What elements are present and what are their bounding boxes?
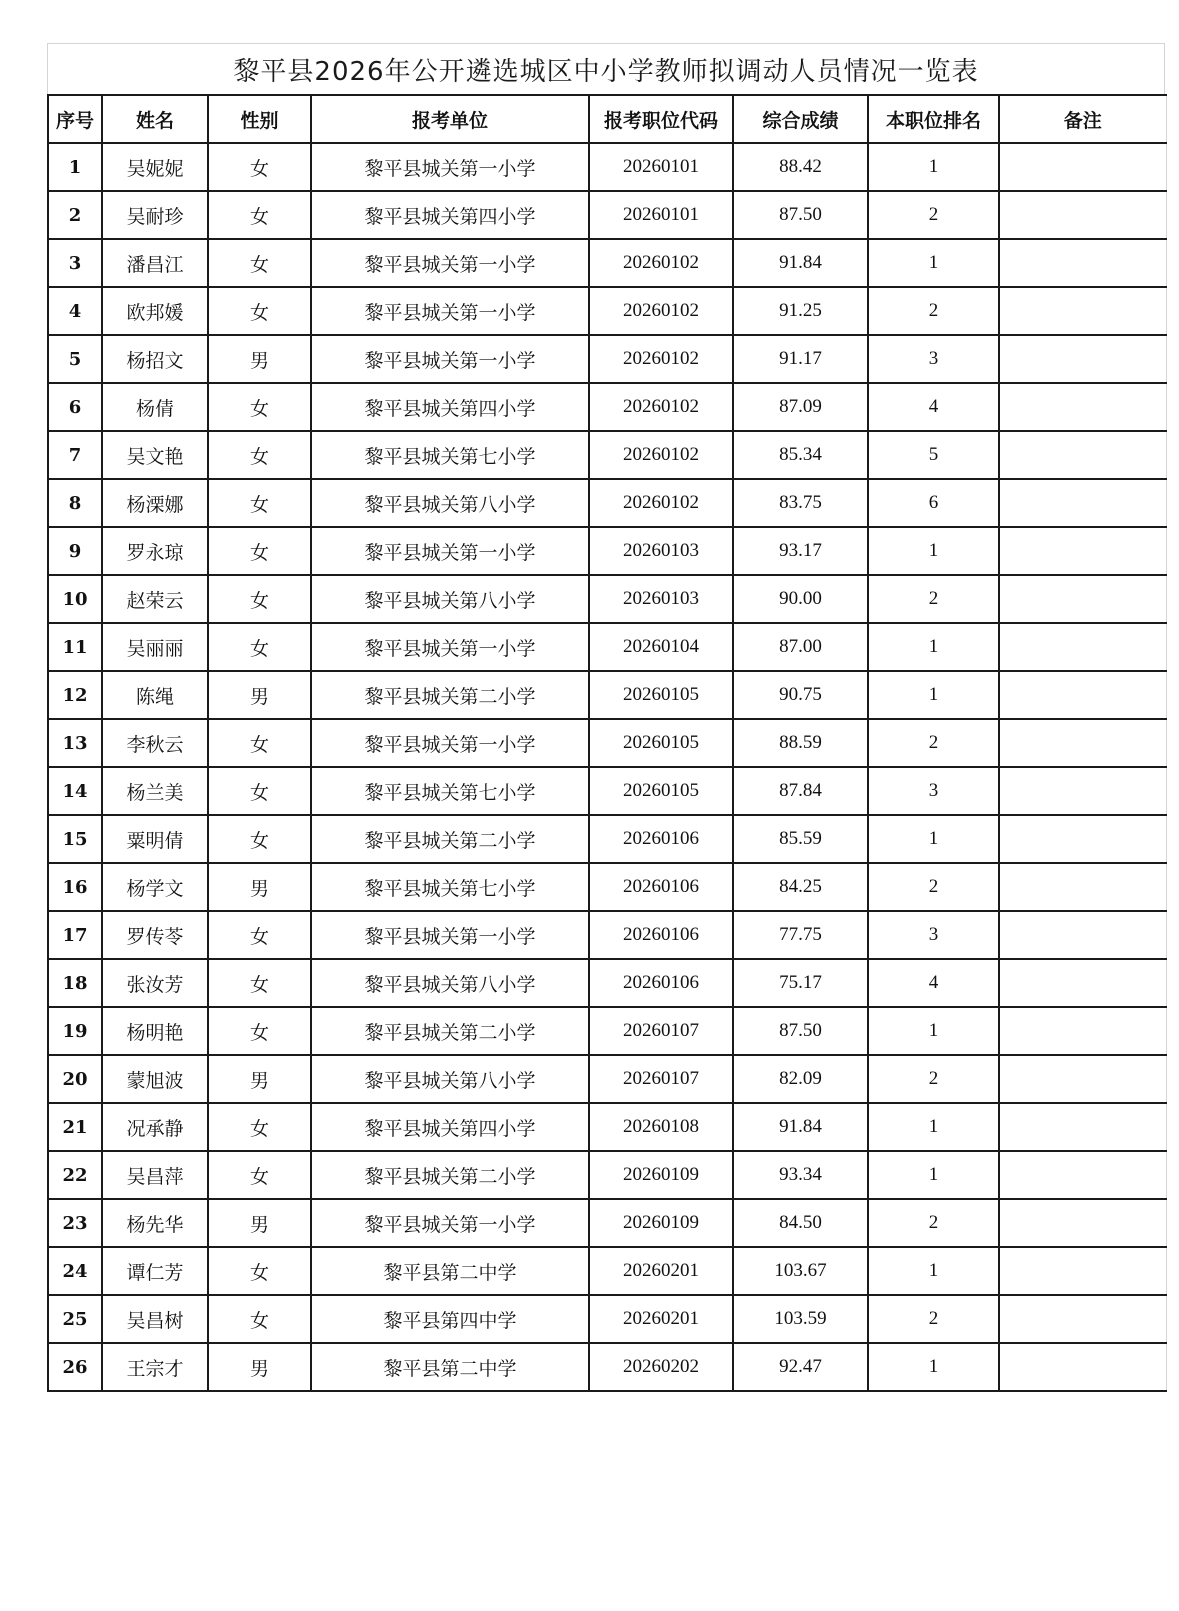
cell-score[interactable]: 91.84 <box>733 239 868 287</box>
cell-remark[interactable] <box>999 863 1166 911</box>
cell-rank[interactable]: 2 <box>868 1055 999 1103</box>
cell-rank[interactable]: 1 <box>868 1343 999 1391</box>
cell-name[interactable]: 况承静 <box>102 1103 208 1151</box>
cell-gender[interactable]: 女 <box>208 239 311 287</box>
cell-score[interactable]: 82.09 <box>733 1055 868 1103</box>
cell-position-code[interactable]: 20260102 <box>589 479 733 527</box>
cell-gender[interactable]: 男 <box>208 1199 311 1247</box>
cell-seq[interactable]: 7 <box>48 431 102 479</box>
cell-score[interactable]: 91.25 <box>733 287 868 335</box>
cell-seq[interactable]: 21 <box>48 1103 102 1151</box>
cell-unit[interactable]: 黎平县城关第八小学 <box>311 479 589 527</box>
cell-seq[interactable]: 25 <box>48 1295 102 1343</box>
cell-unit[interactable]: 黎平县城关第一小学 <box>311 1199 589 1247</box>
cell-unit[interactable]: 黎平县第二中学 <box>311 1343 589 1391</box>
cell-unit[interactable]: 黎平县城关第一小学 <box>311 143 589 191</box>
cell-position-code[interactable]: 20260102 <box>589 383 733 431</box>
table-row <box>48 575 1166 623</box>
cell-remark[interactable] <box>999 911 1166 959</box>
table-row <box>48 335 1166 383</box>
cell-score[interactable]: 92.47 <box>733 1343 868 1391</box>
cell-remark[interactable] <box>999 815 1166 863</box>
cell-position-code[interactable]: 20260102 <box>589 335 733 383</box>
header-name[interactable]: 姓名 <box>102 95 208 143</box>
cell-seq[interactable]: 24 <box>48 1247 102 1295</box>
cell-remark[interactable] <box>999 479 1166 527</box>
cell-seq[interactable]: 5 <box>48 335 102 383</box>
cell-rank[interactable]: 3 <box>868 911 999 959</box>
cell-position-code[interactable]: 20260107 <box>589 1007 733 1055</box>
cell-name[interactable]: 杨招文 <box>102 335 208 383</box>
cell-seq[interactable]: 16 <box>48 863 102 911</box>
cell-remark[interactable] <box>999 1247 1166 1295</box>
cell-unit[interactable]: 黎平县城关第四小学 <box>311 383 589 431</box>
cell-unit[interactable]: 黎平县城关第一小学 <box>311 719 589 767</box>
cell-unit[interactable]: 黎平县城关第一小学 <box>311 623 589 671</box>
cell-remark[interactable] <box>999 719 1166 767</box>
cell-rank[interactable]: 2 <box>868 1199 999 1247</box>
header-position-code[interactable]: 报考职位代码 <box>589 95 733 143</box>
cell-seq[interactable]: 8 <box>48 479 102 527</box>
cell-gender[interactable]: 女 <box>208 959 311 1007</box>
cell-position-code[interactable]: 20260109 <box>589 1151 733 1199</box>
cell-rank[interactable]: 4 <box>868 959 999 1007</box>
table-row <box>48 1247 1166 1295</box>
cell-gender[interactable]: 男 <box>208 671 311 719</box>
cell-name[interactable]: 李秋云 <box>102 719 208 767</box>
spreadsheet <box>47 43 1165 1392</box>
cell-gender[interactable]: 女 <box>208 623 311 671</box>
cell-unit[interactable]: 黎平县城关第八小学 <box>311 575 589 623</box>
header-seq[interactable]: 序号 <box>48 95 102 143</box>
cell-score[interactable]: 85.59 <box>733 815 868 863</box>
cell-gender[interactable]: 女 <box>208 383 311 431</box>
table-row <box>48 1151 1166 1199</box>
cell-rank[interactable]: 1 <box>868 1007 999 1055</box>
cell-score[interactable]: 87.50 <box>733 1007 868 1055</box>
cell-score[interactable]: 77.75 <box>733 911 868 959</box>
cell-gender[interactable]: 男 <box>208 863 311 911</box>
cell-position-code[interactable]: 20260102 <box>589 287 733 335</box>
cell-gender[interactable]: 女 <box>208 143 311 191</box>
cell-name[interactable]: 杨溧娜 <box>102 479 208 527</box>
cell-position-code[interactable]: 20260201 <box>589 1295 733 1343</box>
table-row <box>48 767 1166 815</box>
cell-seq[interactable]: 18 <box>48 959 102 1007</box>
cell-gender[interactable]: 女 <box>208 191 311 239</box>
cell-rank[interactable]: 2 <box>868 1295 999 1343</box>
table-row <box>48 287 1166 335</box>
cell-name[interactable]: 蒙旭波 <box>102 1055 208 1103</box>
cell-rank[interactable]: 1 <box>868 671 999 719</box>
cell-unit[interactable]: 黎平县第二中学 <box>311 1247 589 1295</box>
cell-rank[interactable]: 1 <box>868 1247 999 1295</box>
header-rank[interactable]: 本职位排名 <box>868 95 999 143</box>
cell-score[interactable]: 84.25 <box>733 863 868 911</box>
cell-score[interactable]: 103.67 <box>733 1247 868 1295</box>
cell-name[interactable]: 欧邦媛 <box>102 287 208 335</box>
cell-rank[interactable]: 1 <box>868 1103 999 1151</box>
cell-gender[interactable]: 女 <box>208 815 311 863</box>
cell-unit[interactable]: 黎平县城关第四小学 <box>311 1103 589 1151</box>
header-score[interactable]: 综合成绩 <box>733 95 868 143</box>
cell-unit[interactable]: 黎平县城关第七小学 <box>311 863 589 911</box>
cell-rank[interactable]: 1 <box>868 623 999 671</box>
cell-seq[interactable]: 19 <box>48 1007 102 1055</box>
table-row <box>48 959 1166 1007</box>
cell-seq[interactable]: 6 <box>48 383 102 431</box>
cell-position-code[interactable]: 20260103 <box>589 527 733 575</box>
cell-remark[interactable] <box>999 623 1166 671</box>
cell-position-code[interactable]: 20260106 <box>589 815 733 863</box>
cell-name[interactable]: 杨兰美 <box>102 767 208 815</box>
cell-unit[interactable]: 黎平县城关第二小学 <box>311 1007 589 1055</box>
cell-rank[interactable]: 4 <box>868 383 999 431</box>
cell-gender[interactable]: 男 <box>208 335 311 383</box>
personnel-table <box>47 94 1167 1392</box>
cell-gender[interactable]: 女 <box>208 479 311 527</box>
cell-rank[interactable]: 2 <box>868 863 999 911</box>
cell-score[interactable]: 75.17 <box>733 959 868 1007</box>
cell-score[interactable]: 91.84 <box>733 1103 868 1151</box>
cell-remark[interactable] <box>999 959 1166 1007</box>
table-title: 黎平县2026年公开遴选城区中小学教师拟调动人员情况一览表 <box>233 56 979 87</box>
cell-remark[interactable] <box>999 239 1166 287</box>
cell-remark[interactable] <box>999 1151 1166 1199</box>
table-row <box>48 479 1166 527</box>
cell-rank[interactable]: 2 <box>868 287 999 335</box>
table-row <box>48 815 1166 863</box>
cell-unit[interactable]: 黎平县城关第一小学 <box>311 239 589 287</box>
cell-name[interactable]: 粟明倩 <box>102 815 208 863</box>
table-row <box>48 239 1166 287</box>
cell-name[interactable]: 杨学文 <box>102 863 208 911</box>
cell-rank[interactable]: 1 <box>868 143 999 191</box>
cell-rank[interactable]: 1 <box>868 239 999 287</box>
cell-remark[interactable] <box>999 1295 1166 1343</box>
cell-seq[interactable]: 4 <box>48 287 102 335</box>
cell-score[interactable]: 87.00 <box>733 623 868 671</box>
cell-remark[interactable] <box>999 383 1166 431</box>
cell-score[interactable]: 91.17 <box>733 335 868 383</box>
cell-score[interactable]: 90.00 <box>733 575 868 623</box>
cell-name[interactable]: 潘昌江 <box>102 239 208 287</box>
cell-gender[interactable]: 女 <box>208 287 311 335</box>
cell-name[interactable]: 陈绳 <box>102 671 208 719</box>
cell-remark[interactable] <box>999 1343 1166 1391</box>
cell-gender[interactable]: 女 <box>208 1007 311 1055</box>
cell-seq[interactable]: 22 <box>48 1151 102 1199</box>
cell-seq[interactable]: 12 <box>48 671 102 719</box>
cell-name[interactable]: 吴昌萍 <box>102 1151 208 1199</box>
cell-gender[interactable]: 女 <box>208 1151 311 1199</box>
cell-seq[interactable]: 1 <box>48 143 102 191</box>
cell-gender[interactable]: 女 <box>208 431 311 479</box>
cell-seq[interactable]: 23 <box>48 1199 102 1247</box>
cell-position-code[interactable]: 20260105 <box>589 719 733 767</box>
cell-score[interactable]: 84.50 <box>733 1199 868 1247</box>
cell-score[interactable]: 83.75 <box>733 479 868 527</box>
cell-position-code[interactable]: 20260101 <box>589 191 733 239</box>
cell-remark[interactable] <box>999 1055 1166 1103</box>
cell-position-code[interactable]: 20260103 <box>589 575 733 623</box>
header-row <box>48 95 1166 143</box>
table-row <box>48 671 1166 719</box>
table-row <box>48 911 1166 959</box>
cell-position-code[interactable]: 20260106 <box>589 911 733 959</box>
cell-unit[interactable]: 黎平县第四中学 <box>311 1295 589 1343</box>
cell-name[interactable]: 杨倩 <box>102 383 208 431</box>
table-row <box>48 1007 1166 1055</box>
table-body <box>48 143 1166 1391</box>
cell-score[interactable]: 87.84 <box>733 767 868 815</box>
cell-score[interactable]: 93.34 <box>733 1151 868 1199</box>
cell-unit[interactable]: 黎平县城关第七小学 <box>311 767 589 815</box>
cell-position-code[interactable]: 20260106 <box>589 863 733 911</box>
cell-seq[interactable]: 9 <box>48 527 102 575</box>
cell-seq[interactable]: 17 <box>48 911 102 959</box>
cell-gender[interactable]: 女 <box>208 1103 311 1151</box>
cell-position-code[interactable]: 20260102 <box>589 431 733 479</box>
cell-rank[interactable]: 5 <box>868 431 999 479</box>
cell-position-code[interactable]: 20260101 <box>589 143 733 191</box>
table-row <box>48 623 1166 671</box>
cell-seq[interactable]: 10 <box>48 575 102 623</box>
cell-rank[interactable]: 6 <box>868 479 999 527</box>
cell-seq[interactable]: 15 <box>48 815 102 863</box>
cell-name[interactable]: 罗永琼 <box>102 527 208 575</box>
cell-remark[interactable] <box>999 1199 1166 1247</box>
cell-position-code[interactable]: 20260106 <box>589 959 733 1007</box>
cell-unit[interactable]: 黎平县城关第八小学 <box>311 959 589 1007</box>
table-row <box>48 143 1166 191</box>
cell-gender[interactable]: 女 <box>208 1247 311 1295</box>
cell-rank[interactable]: 2 <box>868 575 999 623</box>
cell-name[interactable]: 吴耐珍 <box>102 191 208 239</box>
cell-rank[interactable]: 3 <box>868 767 999 815</box>
table-row <box>48 1055 1166 1103</box>
cell-remark[interactable] <box>999 1103 1166 1151</box>
cell-gender[interactable]: 男 <box>208 1343 311 1391</box>
cell-position-code[interactable]: 20260108 <box>589 1103 733 1151</box>
table-row <box>48 191 1166 239</box>
table-row <box>48 1103 1166 1151</box>
cell-gender[interactable]: 女 <box>208 767 311 815</box>
cell-seq[interactable]: 26 <box>48 1343 102 1391</box>
cell-gender[interactable]: 女 <box>208 911 311 959</box>
cell-rank[interactable]: 1 <box>868 815 999 863</box>
cell-seq[interactable]: 11 <box>48 623 102 671</box>
cell-rank[interactable]: 1 <box>868 527 999 575</box>
cell-rank[interactable]: 2 <box>868 191 999 239</box>
cell-position-code[interactable]: 20260202 <box>589 1343 733 1391</box>
cell-remark[interactable] <box>999 1007 1166 1055</box>
table-row <box>48 431 1166 479</box>
cell-gender[interactable]: 女 <box>208 527 311 575</box>
cell-unit[interactable]: 黎平县城关第二小学 <box>311 815 589 863</box>
cell-unit[interactable]: 黎平县城关第一小学 <box>311 527 589 575</box>
cell-seq[interactable]: 13 <box>48 719 102 767</box>
cell-seq[interactable]: 14 <box>48 767 102 815</box>
cell-position-code[interactable]: 20260109 <box>589 1199 733 1247</box>
cell-unit[interactable]: 黎平县城关第七小学 <box>311 431 589 479</box>
cell-remark[interactable] <box>999 335 1166 383</box>
cell-name[interactable]: 赵荣云 <box>102 575 208 623</box>
cell-remark[interactable] <box>999 575 1166 623</box>
cell-score[interactable]: 88.59 <box>733 719 868 767</box>
cell-name[interactable]: 吴丽丽 <box>102 623 208 671</box>
cell-name[interactable]: 王宗才 <box>102 1343 208 1391</box>
cell-remark[interactable] <box>999 431 1166 479</box>
header-unit[interactable]: 报考单位 <box>311 95 589 143</box>
table-row <box>48 383 1166 431</box>
cell-unit[interactable]: 黎平县城关第四小学 <box>311 191 589 239</box>
cell-unit[interactable]: 黎平县城关第八小学 <box>311 1055 589 1103</box>
cell-name[interactable]: 吴妮妮 <box>102 143 208 191</box>
cell-seq[interactable]: 20 <box>48 1055 102 1103</box>
cell-rank[interactable]: 3 <box>868 335 999 383</box>
table-row <box>48 719 1166 767</box>
cell-name[interactable]: 杨先华 <box>102 1199 208 1247</box>
cell-score[interactable]: 88.42 <box>733 143 868 191</box>
cell-unit[interactable]: 黎平县城关第一小学 <box>311 287 589 335</box>
cell-position-code[interactable]: 20260107 <box>589 1055 733 1103</box>
cell-unit[interactable]: 黎平县城关第一小学 <box>311 335 589 383</box>
table-title-cell[interactable] <box>47 43 1165 94</box>
cell-gender[interactable]: 男 <box>208 1055 311 1103</box>
cell-position-code[interactable]: 20260104 <box>589 623 733 671</box>
cell-name[interactable]: 吴文艳 <box>102 431 208 479</box>
cell-rank[interactable]: 2 <box>868 719 999 767</box>
cell-name[interactable]: 张汝芳 <box>102 959 208 1007</box>
cell-score[interactable]: 93.17 <box>733 527 868 575</box>
cell-position-code[interactable]: 20260105 <box>589 767 733 815</box>
cell-unit[interactable]: 黎平县城关第一小学 <box>311 911 589 959</box>
cell-name[interactable]: 吴昌树 <box>102 1295 208 1343</box>
cell-name[interactable]: 杨明艳 <box>102 1007 208 1055</box>
cell-score[interactable]: 87.50 <box>733 191 868 239</box>
header-remark[interactable]: 备注 <box>999 95 1166 143</box>
table-row <box>48 1199 1166 1247</box>
table-row <box>48 863 1166 911</box>
cell-unit[interactable]: 黎平县城关第二小学 <box>311 671 589 719</box>
cell-gender[interactable]: 女 <box>208 575 311 623</box>
cell-position-code[interactable]: 20260105 <box>589 671 733 719</box>
cell-remark[interactable] <box>999 143 1166 191</box>
cell-position-code[interactable]: 20260102 <box>589 239 733 287</box>
cell-score[interactable]: 85.34 <box>733 431 868 479</box>
table-row <box>48 1295 1166 1343</box>
cell-gender[interactable]: 女 <box>208 1295 311 1343</box>
cell-seq[interactable]: 3 <box>48 239 102 287</box>
cell-remark[interactable] <box>999 191 1166 239</box>
cell-position-code[interactable]: 20260201 <box>589 1247 733 1295</box>
cell-remark[interactable] <box>999 671 1166 719</box>
table-row <box>48 1343 1166 1391</box>
cell-score[interactable]: 103.59 <box>733 1295 868 1343</box>
cell-remark[interactable] <box>999 527 1166 575</box>
cell-name[interactable]: 谭仁芳 <box>102 1247 208 1295</box>
cell-score[interactable]: 87.09 <box>733 383 868 431</box>
cell-name[interactable]: 罗传苓 <box>102 911 208 959</box>
cell-score[interactable]: 90.75 <box>733 671 868 719</box>
cell-gender[interactable]: 女 <box>208 719 311 767</box>
cell-rank[interactable]: 1 <box>868 1151 999 1199</box>
header-gender[interactable]: 性别 <box>208 95 311 143</box>
cell-unit[interactable]: 黎平县城关第二小学 <box>311 1151 589 1199</box>
cell-remark[interactable] <box>999 767 1166 815</box>
table-row <box>48 527 1166 575</box>
cell-remark[interactable] <box>999 287 1166 335</box>
cell-seq[interactable]: 2 <box>48 191 102 239</box>
